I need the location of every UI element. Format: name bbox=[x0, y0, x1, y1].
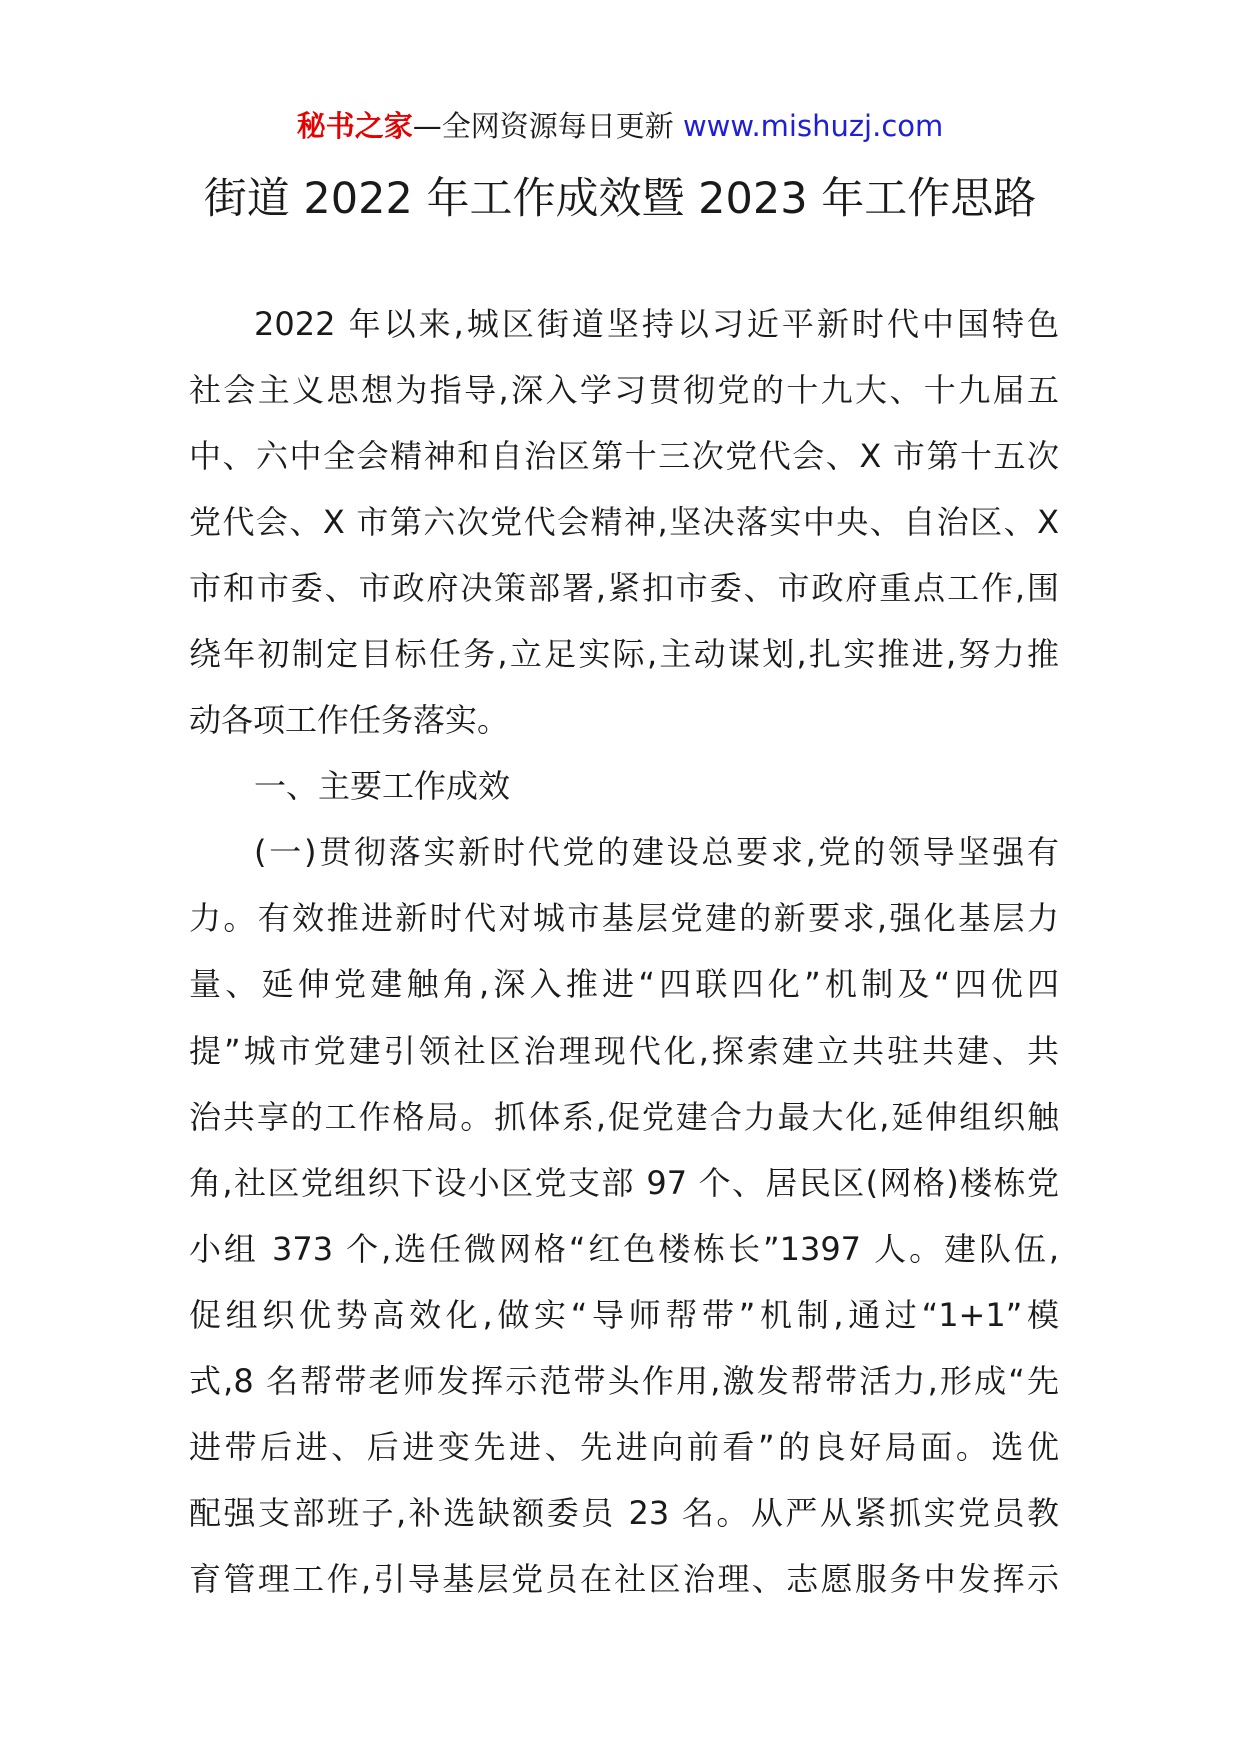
section-heading: 一、主要工作成效 bbox=[254, 767, 511, 806]
paragraph-line: 力。有效推进新时代对城市基层党建的新要求,强化基层力 bbox=[189, 899, 1059, 938]
paragraph-line: 角,社区党组织下设小区党支部 97 个、居民区(网格)楼栋党 bbox=[189, 1163, 1059, 1202]
paragraph-line: 配强支部班子,补选缺额委员 23 名。从严从紧抓实党员教 bbox=[189, 1493, 1059, 1532]
site-brand: 秘书之家 bbox=[296, 109, 413, 143]
paragraph-line: 党代会、X 市第六次党代会精神,坚决落实中央、自治区、X bbox=[189, 503, 1059, 542]
paragraph-line: 绕年初制定目标任务,立足实际,主动谋划,扎实推进,努力推 bbox=[189, 635, 1059, 674]
paragraph-line: 2022 年以来,城区街道坚持以习近平新时代中国特色 bbox=[254, 305, 1059, 343]
paragraph-line: 式,8 名帮带老师发挥示范带头作用,激发帮带活力,形成“先 bbox=[189, 1361, 1059, 1400]
paragraph-line: 动各项工作任务落实。 bbox=[189, 701, 510, 740]
paragraph-line: 中、六中全会精神和自治区第十三次党代会、X 市第十五次 bbox=[189, 437, 1059, 476]
paragraph-line: 治共享的工作格局。抓体系,促党建合力最大化,延伸组织触 bbox=[189, 1097, 1059, 1136]
paragraph-line: 育管理工作,引导基层党员在社区治理、志愿服务中发挥示 bbox=[189, 1559, 1059, 1598]
paragraph-line: (一)贯彻落实新时代党的建设总要求,党的领导坚强有 bbox=[254, 833, 1059, 872]
paragraph-line: 市和市委、市政府决策部署,紧扣市委、市政府重点工作,围 bbox=[189, 569, 1059, 608]
site-url-link[interactable]: www.mishuzj.com bbox=[682, 109, 944, 143]
site-tagline: —全网资源每日更新 bbox=[412, 109, 683, 143]
paragraph-line: 社会主义思想为指导,深入学习贯彻党的十九大、十九届五 bbox=[189, 371, 1059, 410]
paragraph-line: 提”城市党建引领社区治理现代化,探索建立共驻共建、共 bbox=[189, 1031, 1059, 1070]
paragraph-line: 促组织优势高效化,做实“导师帮带”机制,通过“1+1”模 bbox=[189, 1295, 1059, 1334]
paragraph-line: 小组 373 个,选任微网格“红色楼栋长”1397 人。建队伍, bbox=[189, 1229, 1059, 1268]
document-title: 街道 2022 年工作成效暨 2023 年工作思路 bbox=[203, 174, 1037, 224]
document-body bbox=[189, 291, 1059, 1612]
paragraph-line: 量、延伸党建触角,深入推进“四联四化”机制及“四优四 bbox=[189, 965, 1059, 1004]
site-header bbox=[0, 104, 1240, 148]
paragraph-line: 进带后进、后进变先进、先进向前看”的良好局面。选优 bbox=[189, 1427, 1059, 1466]
